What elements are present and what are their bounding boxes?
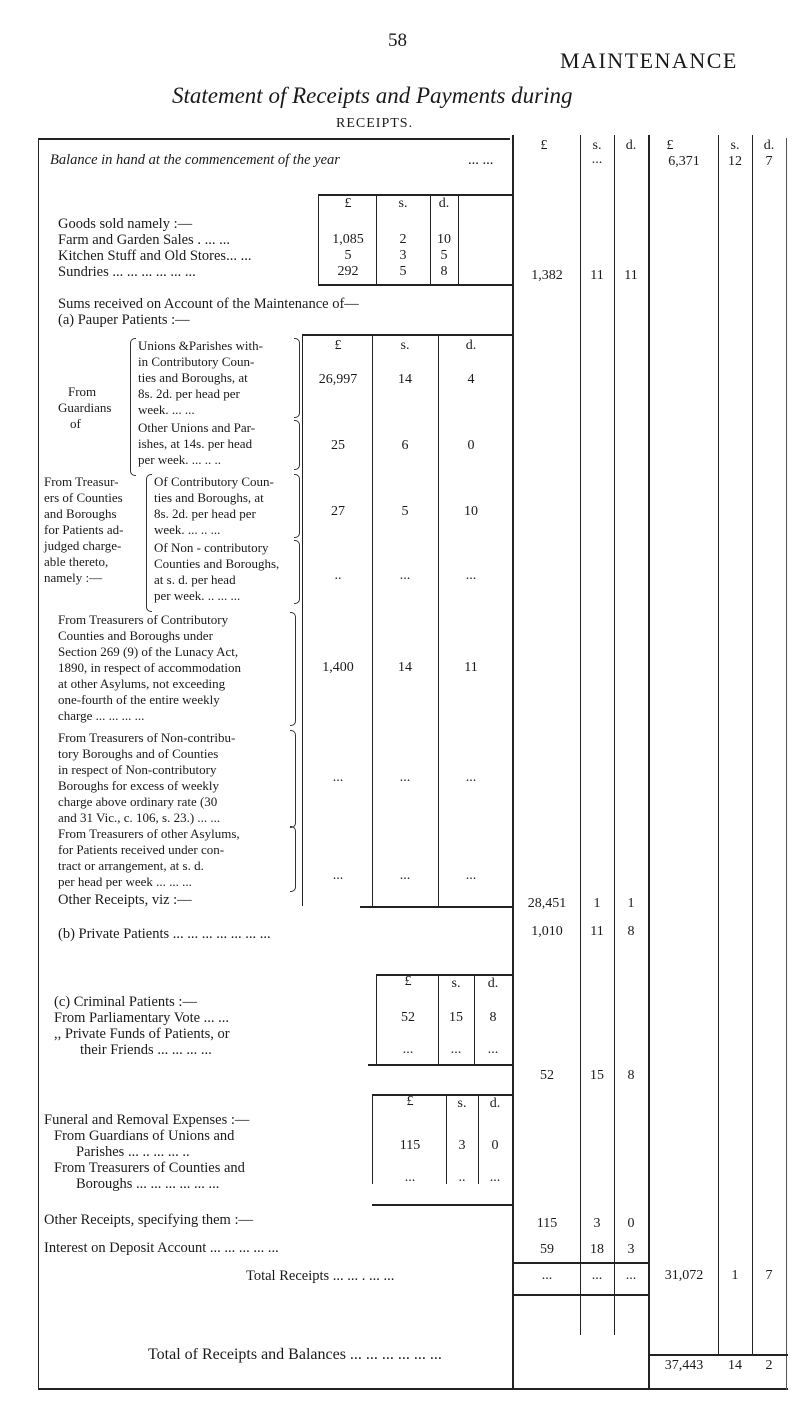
goods-item-2-d: 5 <box>440 248 448 263</box>
goods-item-3-d: 8 <box>440 264 448 279</box>
section269-7: charge ... ... ... ... <box>58 708 145 723</box>
other-unions-d: 0 <box>467 438 475 453</box>
goods-d-header: d. <box>438 196 450 211</box>
pauper-total-s: 1 <box>593 896 601 911</box>
other-unions-pounds: 25 <box>331 438 345 453</box>
criminal-col-left <box>376 974 377 1064</box>
interest-s: 18 <box>590 1242 604 1257</box>
criminal-label: (c) Criminal Patients :— <box>54 994 197 1010</box>
criminal-item-1-s: 15 <box>449 1010 463 1025</box>
criminal-pounds-header: £ <box>404 974 412 989</box>
other-unions-s: 6 <box>401 438 409 453</box>
section269-3: Section 269 (9) of the Lunacy Act, <box>58 644 239 659</box>
balance-leader: ... ... <box>468 152 494 168</box>
sums-received-label: Sums received on Account of the Maintenance of— <box>58 296 359 312</box>
other-asylums-1: From Treasurers of other Asylums, <box>58 826 240 841</box>
interest-d: 3 <box>627 1242 635 1257</box>
other-unions-1: Other Unions and Par- <box>138 420 256 435</box>
other-unions-brace <box>294 420 300 470</box>
pauper-col-ext1 <box>302 768 303 906</box>
section-title: RECEIPTS. <box>336 116 414 131</box>
goods-total-pounds: 1,382 <box>531 268 563 283</box>
pauper-col-div2 <box>438 334 439 768</box>
noncontrib-boroughs-d: ... <box>465 770 477 785</box>
criminal-total-d: 8 <box>627 1068 635 1083</box>
criminal-item-2-d: ... <box>487 1042 499 1057</box>
pauper-col-div1 <box>372 334 373 768</box>
goods-item-3: Sundries ... ... ... ... ... ... <box>58 264 196 280</box>
funeral-s-header: s. <box>457 1096 467 1111</box>
of-contrib-3: 8s. 2d. per head per <box>154 506 256 521</box>
noncontrib-boroughs-brace <box>290 730 296 828</box>
private-s: 11 <box>590 924 604 939</box>
unions-contrib-s: 14 <box>398 372 412 387</box>
other-specifying-d: 0 <box>627 1216 635 1231</box>
col2-div1 <box>718 135 719 1355</box>
pauper-bottom-rule <box>360 906 512 908</box>
noncontrib-boroughs-5: charge above ordinary rate (30 <box>58 794 218 809</box>
criminal-item-2-s: ... <box>450 1042 462 1057</box>
goods-item-1-s: 2 <box>399 232 407 247</box>
total-receipts-dots-2: ... <box>591 1268 603 1283</box>
goods-total-s: 11 <box>590 268 604 283</box>
from-treasurers-4: for Patients ad- <box>44 522 124 537</box>
goods-col-left <box>318 194 319 284</box>
section269-brace <box>290 612 296 726</box>
section269-pounds: 1,400 <box>322 660 354 675</box>
balance-pounds: 6,371 <box>668 154 700 169</box>
goods-col-div3 <box>458 194 459 284</box>
pauper-col-left <box>302 334 303 768</box>
left-border <box>38 138 39 1390</box>
goods-item-2-pounds: 5 <box>344 248 352 263</box>
col1-s-header: s. <box>592 138 602 153</box>
interest-pounds: 59 <box>540 1242 554 1257</box>
col2-d-header: d. <box>763 138 775 153</box>
criminal-item-1: From Parliamentary Vote ... ... <box>54 1010 230 1026</box>
balance-label: Balance in hand at the commencement of the year <box>50 152 340 168</box>
other-asylums-2: for Patients received under con- <box>58 842 225 857</box>
criminal-item-1-pounds: 52 <box>401 1010 415 1025</box>
unions-contrib-2: in Contributory Coun- <box>138 354 255 369</box>
criminal-item-2-pounds: ... <box>402 1042 414 1057</box>
goods-item-2-s: 3 <box>399 248 407 263</box>
other-asylums-s: ... <box>399 868 411 883</box>
criminal-d-header: d. <box>487 976 499 991</box>
col2-s-header: s. <box>730 138 740 153</box>
funeral-item-1: From Guardians of Unions and <box>54 1128 235 1144</box>
criminal-item-2b: their Friends ... ... ... ... <box>80 1042 212 1058</box>
criminal-total-pounds: 52 <box>540 1068 554 1083</box>
section269-5: at other Asylums, not exceeding <box>58 676 226 691</box>
other-specifying-pounds: 115 <box>536 1216 558 1231</box>
goods-label: Goods sold namely :— <box>58 216 193 232</box>
unions-contrib-5: week. ... ... <box>138 402 195 417</box>
col1-pounds-header: £ <box>540 138 548 153</box>
from-treasurers-7: namely :— <box>44 570 103 585</box>
balance-s: 12 <box>728 154 742 169</box>
of-noncontrib-brace <box>294 540 300 604</box>
treasurers-brace <box>146 474 152 612</box>
of-noncontrib-4: per week. .. ... ... <box>154 588 241 603</box>
unions-contrib-4: 8s. 2d. per head per <box>138 386 240 401</box>
total-receipts-rule <box>512 1294 650 1296</box>
page-heading: MAINTENANCE <box>560 48 738 73</box>
other-asylums-d: ... <box>465 868 477 883</box>
col1-div1 <box>580 135 581 1335</box>
from-guardians-2: Guardians <box>58 400 112 415</box>
col1-div2 <box>614 135 615 1335</box>
criminal-item-1-d: 8 <box>489 1010 497 1025</box>
col1-d-header: d. <box>625 138 637 153</box>
other-unions-3: per week. ... .. .. <box>138 452 222 467</box>
pauper-label: (a) Pauper Patients :— <box>58 312 190 328</box>
grand-total-label: Total of Receipts and Balances ... ... ... ... ... ... <box>148 1346 442 1363</box>
top-rule <box>38 138 510 140</box>
interest-rule <box>512 1262 650 1264</box>
unions-contrib-brace <box>294 338 300 418</box>
pauper-total-d: 1 <box>627 896 635 911</box>
other-asylums-pounds: ... <box>332 868 344 883</box>
goods-item-3-pounds: 292 <box>337 264 359 279</box>
grand-total-s: 14 <box>728 1358 742 1373</box>
from-treasurers-2: ers of Counties <box>44 490 123 505</box>
goods-s-header: s. <box>398 196 408 211</box>
col2-div2 <box>752 135 753 1355</box>
goods-total-d: 11 <box>624 268 638 283</box>
section269-1: From Treasurers of Contributory <box>58 612 229 627</box>
total-receipts-dots-1: ... <box>541 1268 553 1283</box>
other-specifying-label: Other Receipts, specifying them :— <box>44 1212 253 1228</box>
of-noncontrib-s: ... <box>399 568 411 583</box>
section269-s: 14 <box>398 660 412 675</box>
right-border <box>786 138 787 1390</box>
noncontrib-boroughs-s: ... <box>399 770 411 785</box>
total-receipts-s: 1 <box>731 1268 739 1283</box>
total-receipts-d: 7 <box>765 1268 773 1283</box>
pauper-d-header: d. <box>465 338 477 353</box>
funeral-d-header: d. <box>489 1096 501 1111</box>
page-subtitle: Statement of Receipts and Payments during <box>172 83 573 108</box>
balance-d: 7 <box>765 154 773 169</box>
from-treasurers-1: From Treasur- <box>44 474 119 489</box>
from-treasurers-5: judged charge- <box>44 538 122 553</box>
of-contrib-pounds: 27 <box>331 504 345 519</box>
of-noncontrib-2: Counties and Boroughs, <box>154 556 280 571</box>
total-receipts-dots-3: ... <box>625 1268 637 1283</box>
pauper-total-pounds: 28,451 <box>527 896 567 911</box>
unions-contrib-d: 4 <box>467 372 475 387</box>
goods-item-1-pounds: 1,085 <box>332 232 364 247</box>
guardians-brace <box>130 338 136 476</box>
goods-bottom-rule <box>318 284 512 286</box>
col2-pounds-header: £ <box>666 138 674 153</box>
funeral-item-1-pounds: 115 <box>399 1138 421 1153</box>
pauper-top-rule <box>302 334 512 336</box>
other-asylums-4: per head per week ... ... ... <box>58 874 192 889</box>
criminal-bottom-rule <box>368 1064 512 1066</box>
funeral-item-2-s: .. <box>458 1170 466 1185</box>
from-guardians-3: of <box>70 416 81 431</box>
pauper-s-header: s. <box>400 338 410 353</box>
noncontrib-boroughs-2: tory Boroughs and of Counties <box>58 746 219 761</box>
section269-d: 11 <box>464 660 478 675</box>
funeral-item-2-d: ... <box>489 1170 501 1185</box>
other-asylums-3: tract or arrangement, at s. d. <box>58 858 204 873</box>
noncontrib-boroughs-3: in respect of Non-contributory <box>58 762 217 777</box>
funeral-item-1b: Parishes ... .. ... ... .. <box>76 1144 190 1160</box>
from-treasurers-3: and Boroughs <box>44 506 117 521</box>
noncontrib-boroughs-6: and 31 Vic., c. 106, s. 23.) ... ... <box>58 810 221 825</box>
goods-item-1: Farm and Garden Sales . ... ... <box>58 232 230 248</box>
private-pounds: 1,010 <box>531 924 563 939</box>
goods-pounds-header: £ <box>344 196 352 211</box>
private-label: (b) Private Patients ... ... ... ... ... ... ... <box>58 926 271 942</box>
goods-item-2: Kitchen Stuff and Old Stores... ... <box>58 248 252 264</box>
other-specifying-rule <box>372 1204 512 1206</box>
funeral-item-2b: Boroughs ... ... ... ... ... ... <box>76 1176 220 1192</box>
other-asylums-brace <box>290 826 296 892</box>
of-contrib-brace <box>294 474 300 538</box>
other-receipts-label: Other Receipts, viz :— <box>58 892 192 908</box>
criminal-total-s: 15 <box>590 1068 604 1083</box>
total-receipts-pounds: 31,072 <box>664 1268 704 1283</box>
of-contrib-d: 10 <box>464 504 478 519</box>
of-noncontrib-d: ... <box>465 568 477 583</box>
total-receipts-label: Total Receipts ... ... . ... ... <box>246 1268 395 1284</box>
section269-2: Counties and Boroughs under <box>58 628 213 643</box>
funeral-item-2: From Treasurers of Counties and <box>54 1160 245 1176</box>
other-specifying-s: 3 <box>593 1216 601 1231</box>
of-noncontrib-pounds: .. <box>334 568 342 583</box>
of-contrib-2: ties and Boroughs, at <box>154 490 264 505</box>
goods-item-1-d: 10 <box>437 232 451 247</box>
unions-contrib-pounds: 26,997 <box>318 372 358 387</box>
pauper-pounds-header: £ <box>334 338 342 353</box>
section269-4: 1890, in respect of accommodation <box>58 660 242 675</box>
unions-contrib-1: Unions &Parishes with- <box>138 338 263 353</box>
pauper-col-ext2 <box>372 768 373 906</box>
section269-6: one-fourth of the entire weekly <box>58 692 220 707</box>
unions-contrib-3: ties and Boroughs, at <box>138 370 248 385</box>
col1-left <box>512 135 514 1390</box>
page-number: 58 <box>388 30 407 51</box>
of-contrib-4: week. ... .. ... <box>154 522 221 537</box>
noncontrib-boroughs-1: From Treasurers of Non-contribu- <box>58 730 236 745</box>
goods-item-3-s: 5 <box>399 264 407 279</box>
grand-total-pounds: 37,443 <box>664 1358 704 1373</box>
funeral-item-1-s: 3 <box>458 1138 466 1153</box>
noncontrib-boroughs-4: Boroughs for excess of weekly <box>58 778 220 793</box>
criminal-item-2: ,, Private Funds of Patients, or <box>54 1026 230 1042</box>
private-d: 8 <box>627 924 635 939</box>
of-noncontrib-3: at s. d. per head <box>154 572 236 587</box>
pauper-col-ext3 <box>438 768 439 906</box>
funeral-label: Funeral and Removal Expenses :— <box>44 1112 250 1128</box>
criminal-s-header: s. <box>451 976 461 991</box>
funeral-item-2-pounds: ... <box>404 1170 416 1185</box>
of-noncontrib-1: Of Non - contributory <box>154 540 269 555</box>
col2-left <box>648 135 650 1390</box>
from-treasurers-6: able thereto, <box>44 554 109 569</box>
funeral-item-1-d: 0 <box>491 1138 499 1153</box>
of-contrib-s: 5 <box>401 504 409 519</box>
funeral-pounds-header: £ <box>406 1094 414 1109</box>
grand-total-d: 2 <box>765 1358 773 1373</box>
balance-col1-dots: ... <box>591 152 603 167</box>
total-receipts-rule-2 <box>648 1354 788 1356</box>
noncontrib-boroughs-pounds: ... <box>332 770 344 785</box>
bottom-rule <box>38 1388 788 1390</box>
funeral-col-left <box>372 1094 373 1184</box>
of-contrib-1: Of Contributory Coun- <box>154 474 274 489</box>
from-guardians-1: From <box>68 384 97 399</box>
other-unions-2: ishes, at 14s. per head <box>138 436 253 451</box>
interest-label: Interest on Deposit Account ... ... ... ... ... <box>44 1240 279 1256</box>
